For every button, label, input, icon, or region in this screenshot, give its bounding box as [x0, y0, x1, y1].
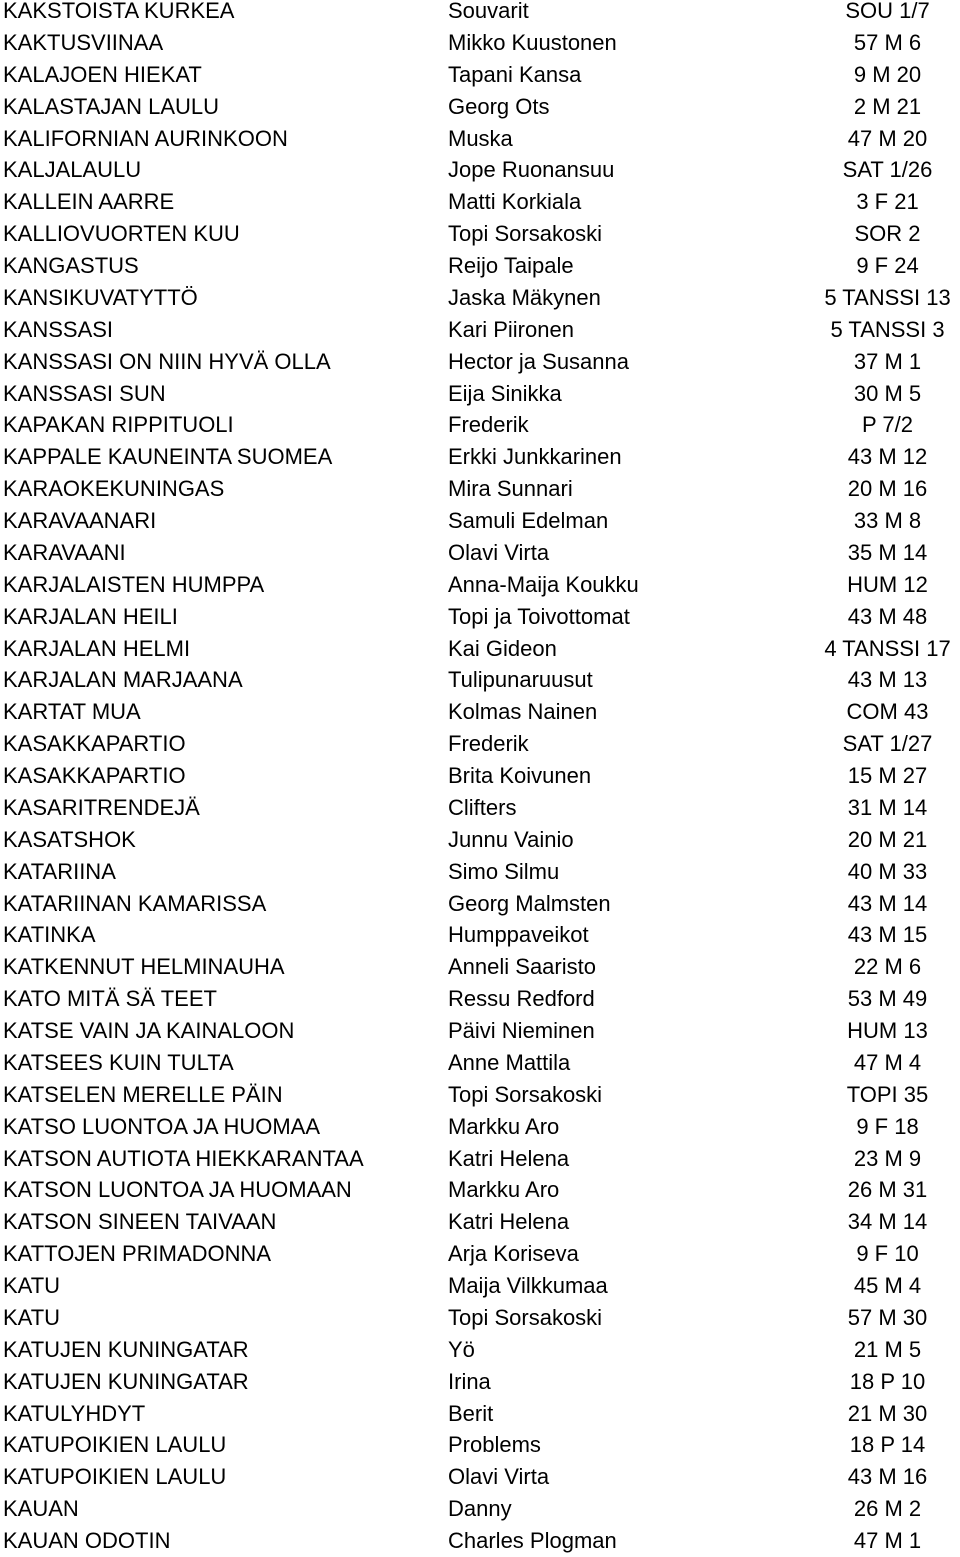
song-row	[0, 1334, 960, 1366]
song-artist: Tapani Kansa	[448, 61, 582, 87]
song-artist: Kari Piironen	[448, 316, 574, 342]
song-artist: Samuli Edelman	[448, 508, 609, 533]
song-row	[0, 919, 960, 951]
song-artist: Souvarit	[448, 0, 529, 23]
song-row	[0, 441, 960, 473]
song-title: KATUPOIKIEN LAULU	[3, 1432, 227, 1458]
song-title: KASAKKAPARTIO	[3, 731, 186, 757]
song-artist: Frederik	[448, 412, 529, 438]
song-row	[0, 1206, 960, 1238]
song-title: KATO MITÄ SÄ TEET	[3, 986, 217, 1012]
song-code: 43 M 15	[847, 922, 928, 948]
song-artist: Mira Sunnari	[448, 476, 573, 502]
song-title: KATSON LUONTOA JA HUOMAAN	[3, 1177, 352, 1203]
song-code: TOPI 35	[846, 1081, 929, 1107]
song-artist: Hector ja Susanna	[448, 348, 629, 374]
song-row	[0, 0, 960, 27]
song-row	[0, 314, 960, 346]
song-title: KALIFORNIAN AURINKOON	[3, 125, 288, 151]
song-code: 47 M 1	[853, 1528, 922, 1553]
song-code: 34 M 14	[847, 1209, 928, 1235]
song-code: 3 F 21	[856, 189, 919, 215]
song-row	[0, 473, 960, 505]
song-code: P 7/2	[862, 412, 913, 438]
song-code: 26 M 31	[847, 1177, 928, 1203]
song-row	[0, 154, 960, 186]
song-row	[0, 1111, 960, 1143]
song-title: KAKSTOISTA KURKEA	[3, 0, 235, 23]
song-row	[0, 1238, 960, 1270]
song-code: 4 TANSSI 17	[824, 635, 951, 661]
song-artist: Topi ja Toivottomat	[448, 603, 630, 629]
song-artist: Anneli Saaristo	[448, 954, 596, 980]
song-code: 40 M 33	[847, 858, 928, 884]
song-code: 5 TANSSI 3	[830, 316, 945, 342]
song-artist: Matti Korkiala	[448, 189, 582, 215]
song-code: 43 M 48	[847, 603, 928, 629]
song-artist: Georg Malmsten	[448, 890, 611, 916]
song-artist: Topi Sorsakoski	[448, 221, 603, 247]
song-title: KASARITRENDEJÄ	[3, 794, 200, 820]
song-title: KANSSASI	[3, 316, 114, 342]
song-title: KAKTUSVIINAA	[3, 29, 164, 55]
song-title: KATSE VAIN JA KAINALOON	[3, 1018, 295, 1043]
song-row	[0, 123, 960, 155]
song-artist: Anna-Maija Koukku	[448, 571, 639, 597]
song-artist: Clifters	[448, 794, 517, 820]
song-code: 37 M 1	[853, 348, 922, 374]
song-artist: Mikko Kuustonen	[448, 29, 617, 55]
song-code: 18 P 14	[849, 1432, 926, 1458]
song-artist: Berit	[448, 1400, 494, 1426]
song-artist: Junnu Vainio	[448, 826, 574, 852]
song-artist: Jaska Mäkynen	[448, 284, 601, 310]
song-artist: Irina	[448, 1368, 491, 1394]
song-row	[0, 760, 960, 792]
song-title: KATARIINA	[3, 858, 116, 884]
song-code: 45 M 4	[853, 1273, 922, 1298]
song-row	[0, 282, 960, 314]
song-title: KARAVAANI	[3, 539, 126, 565]
song-code: 21 M 5	[853, 1336, 922, 1362]
song-title: KATUPOIKIEN LAULU	[3, 1464, 227, 1490]
song-title: KATUJEN KUNINGATAR	[3, 1368, 249, 1394]
song-code: 43 M 12	[847, 444, 928, 470]
song-row	[0, 1493, 960, 1525]
song-code: 26 M 2	[853, 1496, 922, 1522]
song-code: 20 M 16	[847, 476, 928, 502]
song-title: KATSON AUTIOTA HIEKKARANTAA	[3, 1145, 364, 1171]
song-row	[0, 505, 960, 537]
song-artist: Problems	[448, 1432, 541, 1458]
song-code: SAT 1/27	[842, 731, 933, 757]
song-title: KATTOJEN PRIMADONNA	[3, 1241, 272, 1267]
song-row	[0, 1079, 960, 1111]
song-row	[0, 27, 960, 59]
song-code: 9 F 18	[856, 1113, 919, 1139]
song-artist: Olavi Virta	[448, 1464, 550, 1490]
song-artist: Ressu Redford	[448, 986, 595, 1012]
song-code: 57 M 30	[847, 1304, 928, 1330]
song-row	[0, 1047, 960, 1079]
song-title: KATU	[3, 1304, 61, 1330]
song-row	[0, 409, 960, 441]
song-code: 33 M 8	[853, 508, 922, 533]
song-artist: Arja Koriseva	[448, 1241, 579, 1267]
song-row	[0, 664, 960, 696]
song-code: 35 M 14	[847, 539, 928, 565]
song-title: KANSSASI SUN	[3, 380, 166, 406]
song-code: SOR 2	[854, 221, 921, 247]
song-row	[0, 951, 960, 983]
song-code: 43 M 14	[847, 890, 928, 916]
song-title: KATSEES KUIN TULTA	[3, 1049, 234, 1075]
song-artist: Markku Aro	[448, 1113, 560, 1139]
song-code: 43 M 16	[847, 1464, 928, 1490]
song-row	[0, 1270, 960, 1302]
song-title: KALLEIN AARRE	[3, 189, 175, 215]
song-row	[0, 728, 960, 760]
song-artist: Katri Helena	[448, 1209, 570, 1235]
song-title: KARAOKEKUNINGAS	[3, 476, 225, 502]
song-row	[0, 1015, 960, 1047]
song-code: SOU 1/7	[845, 0, 930, 23]
song-code: 15 M 27	[847, 763, 928, 788]
song-code: HUM 13	[847, 1018, 928, 1043]
song-artist: Anne Mattila	[448, 1049, 571, 1075]
song-code: 47 M 20	[847, 125, 928, 151]
song-code: 30 M 5	[853, 380, 922, 406]
song-code: 22 M 6	[853, 954, 922, 980]
song-code: 9 F 10	[856, 1241, 919, 1267]
song-artist: Muska	[448, 125, 513, 151]
song-artist: Erkki Junkkarinen	[448, 444, 622, 470]
song-artist: Kai Gideon	[448, 635, 557, 661]
song-row	[0, 1461, 960, 1493]
song-row	[0, 696, 960, 728]
song-code: 57 M 6	[853, 29, 922, 55]
song-title: KALJALAULU	[3, 157, 142, 183]
song-row	[0, 1429, 960, 1461]
song-artist: Jope Ruonansuu	[448, 157, 615, 183]
song-title: KATU	[3, 1273, 61, 1298]
song-row	[0, 378, 960, 410]
song-title: KASAKKAPARTIO	[3, 763, 186, 788]
song-artist: Danny	[448, 1496, 512, 1522]
song-title: KARAVAANARI	[3, 508, 157, 533]
song-title: KAPAKAN RIPPITUOLI	[3, 412, 234, 438]
song-row	[0, 91, 960, 123]
song-row	[0, 1398, 960, 1430]
song-title: KARJALAN HELMI	[3, 635, 191, 661]
song-artist: Katri Helena	[448, 1145, 570, 1171]
song-artist: Markku Aro	[448, 1177, 560, 1203]
song-code: 18 P 10	[849, 1368, 926, 1394]
song-title: KASATSHOK	[3, 826, 136, 852]
song-title: KAUAN ODOTIN	[3, 1528, 171, 1553]
song-row	[0, 569, 960, 601]
song-code: 53 M 49	[847, 986, 928, 1012]
song-code: 43 M 13	[847, 667, 928, 693]
song-row	[0, 824, 960, 856]
song-code: 5 TANSSI 13	[824, 284, 951, 310]
song-artist: Olavi Virta	[448, 539, 550, 565]
song-row	[0, 633, 960, 665]
song-artist: Eija Sinikka	[448, 380, 562, 406]
song-title: KATSO LUONTOA JA HUOMAA	[3, 1113, 321, 1139]
song-title: KARTAT MUA	[3, 699, 141, 725]
song-code: 9 M 20	[853, 61, 922, 87]
song-code: SAT 1/26	[842, 157, 933, 183]
song-row	[0, 792, 960, 824]
song-row	[0, 983, 960, 1015]
song-title: KAUAN	[3, 1496, 79, 1522]
song-title: KARJALAN MARJAANA	[3, 667, 243, 693]
song-code: 31 M 14	[847, 794, 928, 820]
song-title: KARJALAN HEILI	[3, 603, 178, 629]
song-title: KALAJOEN HIEKAT	[3, 61, 202, 87]
song-title: KATSON SINEEN TAIVAAN	[3, 1209, 277, 1235]
song-code: 2 M 21	[853, 93, 922, 119]
song-row	[0, 186, 960, 218]
song-title: KATULYHDYT	[3, 1400, 146, 1426]
song-row	[0, 1525, 960, 1557]
song-artist: Kolmas Nainen	[448, 699, 598, 725]
song-row	[0, 1302, 960, 1334]
song-code: 47 M 4	[853, 1049, 922, 1075]
song-artist: Frederik	[448, 731, 529, 757]
song-artist: Maija Vilkkumaa	[448, 1273, 608, 1298]
song-code: 9 F 24	[856, 253, 919, 278]
song-code: 21 M 30	[847, 1400, 928, 1426]
song-row	[0, 601, 960, 633]
song-title: KATSELEN MERELLE PÄIN	[3, 1081, 283, 1107]
song-artist: Georg Ots	[448, 93, 550, 119]
song-row	[0, 1366, 960, 1398]
song-title: KATARIINAN KAMARISSA	[3, 890, 267, 916]
song-code: 23 M 9	[853, 1145, 922, 1171]
song-title: KANSIKUVATYTTÖ	[3, 284, 198, 310]
song-code: COM 43	[846, 699, 929, 725]
song-row	[0, 1174, 960, 1206]
song-artist: Topi Sorsakoski	[448, 1304, 603, 1330]
song-row	[0, 537, 960, 569]
song-artist: Tulipunaruusut	[448, 667, 593, 693]
song-row	[0, 218, 960, 250]
song-row	[0, 856, 960, 888]
song-row	[0, 888, 960, 920]
song-artist: Humppaveikot	[448, 922, 589, 948]
song-title: KATKENNUT HELMINAUHA	[3, 954, 285, 980]
song-title: KAPPALE KAUNEINTA SUOMEA	[3, 444, 333, 470]
song-artist: Päivi Nieminen	[448, 1018, 595, 1043]
song-row	[0, 250, 960, 282]
song-title: KALLIOVUORTEN KUU	[3, 221, 240, 247]
song-title: KATINKA	[3, 922, 96, 948]
song-title: KARJALAISTEN HUMPPA	[3, 571, 265, 597]
song-artist: Topi Sorsakoski	[448, 1081, 603, 1107]
song-row	[0, 1143, 960, 1175]
song-row	[0, 346, 960, 378]
song-artist: Brita Koivunen	[448, 763, 592, 788]
song-title: KALASTAJAN LAULU	[3, 93, 220, 119]
song-title: KATUJEN KUNINGATAR	[3, 1336, 249, 1362]
song-code: 20 M 21	[847, 826, 928, 852]
song-title: KANGASTUS	[3, 253, 139, 278]
song-artist: Reijo Taipale	[448, 253, 574, 278]
song-artist: Simo Silmu	[448, 858, 560, 884]
song-artist: Yö	[448, 1336, 475, 1362]
song-artist: Charles Plogman	[448, 1528, 617, 1553]
song-row	[0, 59, 960, 91]
song-code: HUM 12	[847, 571, 928, 597]
song-title: KANSSASI ON NIIN HYVÄ OLLA	[3, 348, 331, 374]
